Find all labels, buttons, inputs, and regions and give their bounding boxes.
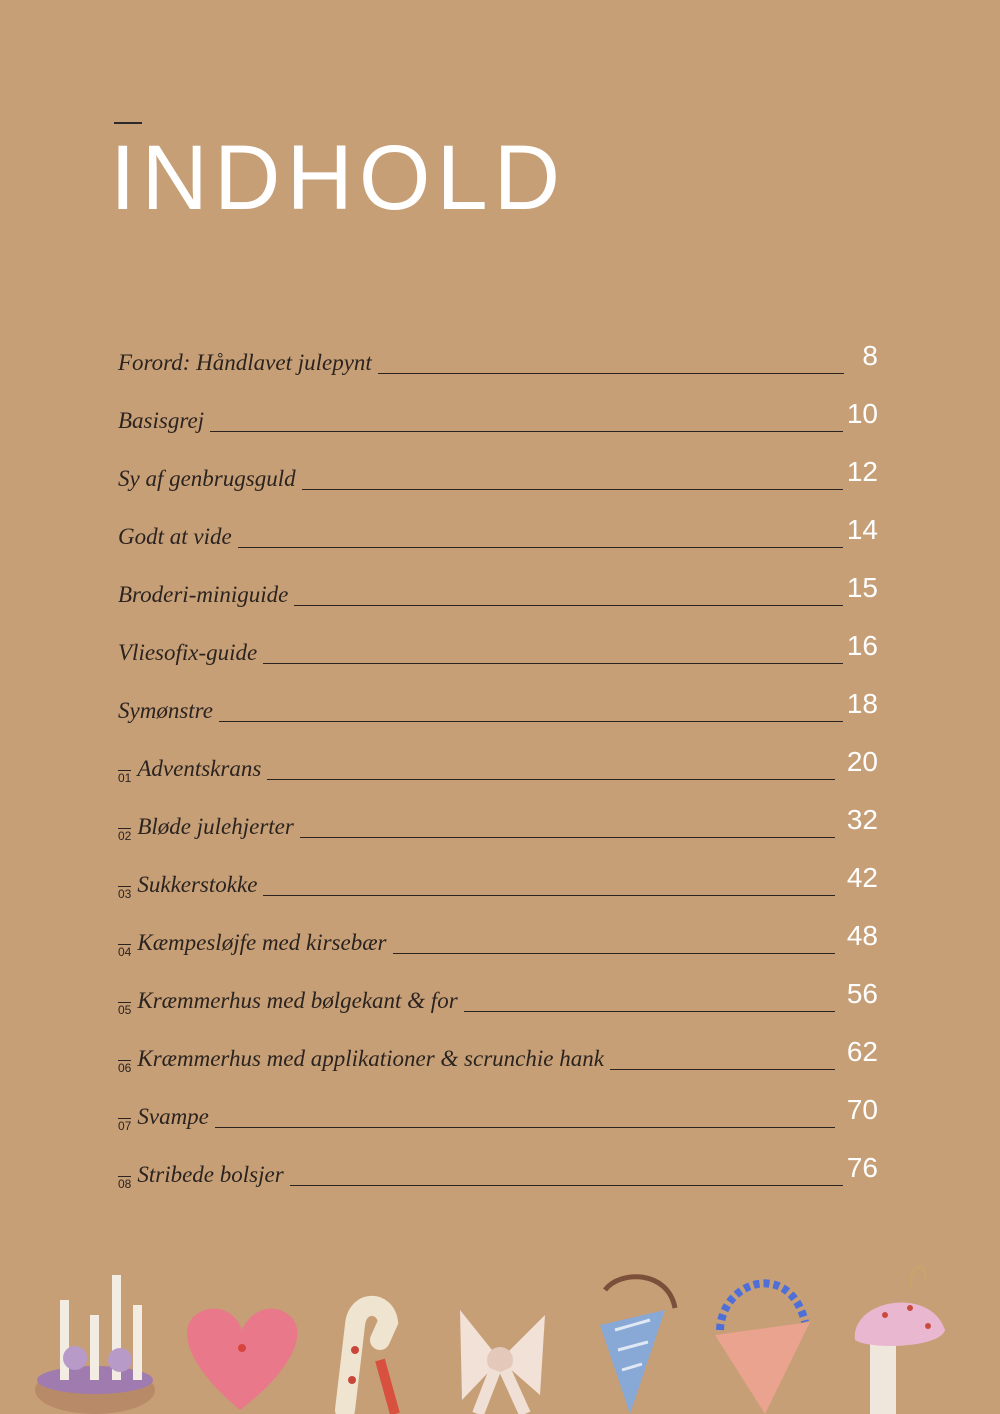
toc-label: Bløde julehjerter [137, 814, 294, 839]
striped-cone-image [600, 1277, 675, 1414]
toc-leader [290, 1184, 843, 1186]
toc-page-number: 48 [846, 920, 878, 951]
mushroom-image [855, 1267, 945, 1414]
toc-leader [215, 1126, 835, 1128]
project-number: 08 [118, 1177, 132, 1191]
toc-leader [302, 488, 843, 490]
advent-wreath-image [35, 1275, 155, 1414]
toc-row[interactable] [118, 494, 878, 552]
project-number: 06 [118, 1061, 132, 1075]
toc-row[interactable] [118, 900, 878, 958]
toc-row[interactable] [118, 610, 878, 668]
toc-page-number: 16 [846, 630, 878, 661]
toc-row[interactable] [118, 320, 878, 378]
toc-leader [300, 836, 835, 838]
toc-page-number: 14 [846, 514, 878, 545]
project-number: 04 [118, 945, 132, 959]
toc-leader [263, 894, 834, 896]
heart-image [187, 1309, 297, 1410]
toc-page-number: 76 [846, 1152, 878, 1183]
toc-label: Sy af genbrugsguld [118, 466, 296, 491]
toc-page-number: 56 [846, 978, 878, 1009]
toc-page-number: 62 [846, 1036, 878, 1067]
toc-label: Symønstre [118, 698, 213, 723]
toc-leader [219, 720, 843, 722]
toc-leader [238, 546, 843, 548]
toc-row[interactable] [118, 1074, 878, 1132]
ornaments-illustration [0, 1230, 1000, 1414]
toc-row[interactable] [118, 726, 878, 784]
toc-row[interactable] [118, 958, 878, 1016]
toc-leader [393, 952, 835, 954]
bow-image [460, 1310, 545, 1414]
toc-leader [610, 1068, 835, 1070]
toc-page-number: 8 [862, 340, 878, 371]
project-number: 01 [118, 771, 132, 785]
toc-row[interactable] [118, 1132, 878, 1190]
toc-page-number: 15 [846, 572, 878, 603]
toc-leader [263, 662, 843, 664]
title-rule [114, 122, 142, 124]
toc-label: Svampe [137, 1104, 209, 1129]
toc-row[interactable] [118, 552, 878, 610]
toc-row[interactable] [118, 378, 878, 436]
toc-row[interactable] [118, 436, 878, 494]
project-number: 05 [118, 1003, 132, 1017]
moon-cone-image [715, 1283, 810, 1414]
toc-label: Vliesofix-guide [118, 640, 258, 665]
project-number: 02 [118, 829, 132, 843]
toc-page-number: 20 [846, 746, 878, 777]
toc-page-number: 70 [846, 1094, 878, 1125]
toc-leader [464, 1010, 835, 1012]
toc-label: Forord: Håndlavet julepynt [118, 350, 372, 375]
toc-page-number: 10 [846, 398, 878, 429]
toc-page-number: 32 [846, 804, 878, 835]
toc-label: Broderi-miniguide [118, 582, 289, 607]
toc-label: Sukkerstokke [137, 872, 258, 897]
toc-row[interactable] [118, 784, 878, 842]
project-number: 03 [118, 887, 132, 901]
toc-page-number: 12 [846, 456, 878, 487]
ornament-photo-strip [0, 1230, 1000, 1414]
toc-label: Basisgrej [118, 408, 205, 433]
toc-label: Kræmmerhus med applikationer & scrunchie hank [137, 1046, 604, 1071]
project-number: 07 [118, 1119, 132, 1133]
toc-leader [210, 430, 843, 432]
toc-label: Stribede bolsjer [137, 1162, 284, 1187]
toc-leader [267, 778, 835, 780]
toc-row[interactable] [118, 668, 878, 726]
table-of-contents [118, 320, 878, 1190]
toc-page-number: 42 [846, 862, 878, 893]
toc-label: Kræmmerhus med bølgekant & for [137, 988, 458, 1013]
toc-label: Adventskrans [137, 756, 262, 781]
toc-leader [378, 372, 844, 374]
toc-row[interactable] [118, 1016, 878, 1074]
toc-row[interactable] [118, 842, 878, 900]
toc-label: Kæmpesløjfe med kirsebær [137, 930, 387, 955]
toc-label: Godt at vide [118, 524, 232, 549]
page-title: INDHOLD [110, 127, 567, 229]
toc-leader [294, 604, 843, 606]
toc-page-number: 18 [846, 688, 878, 719]
candy-cane-image [345, 1306, 395, 1414]
